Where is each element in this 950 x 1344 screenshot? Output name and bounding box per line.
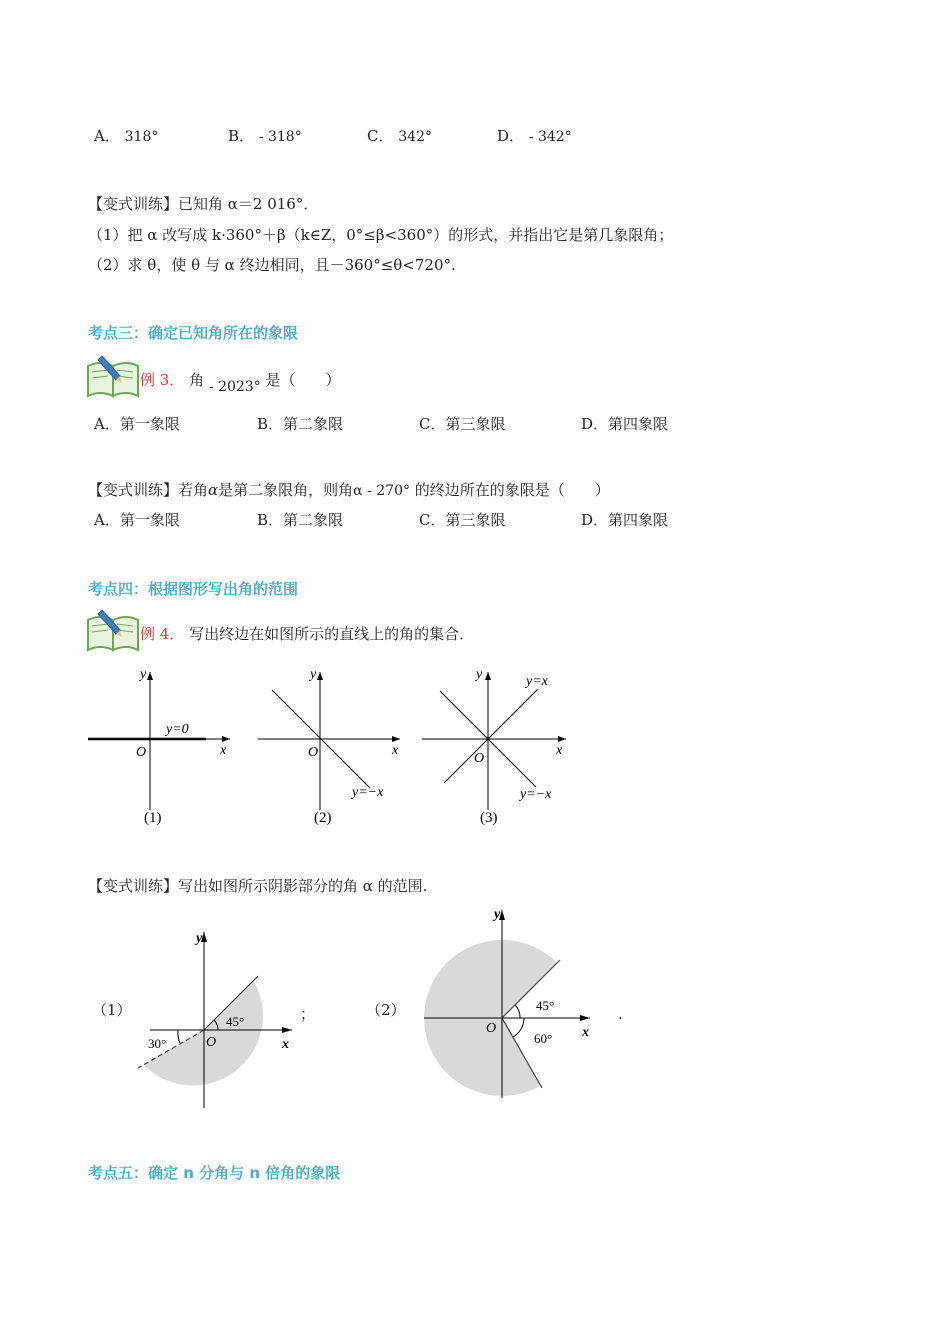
- example3-option-b: B．第二象限: [257, 415, 344, 433]
- svg-text:(3): (3): [480, 810, 498, 826]
- variant2-option-c: C．第三象限: [419, 511, 506, 529]
- figure-3: [422, 667, 566, 826]
- variant1-part1: （1）把 α 改写成 k·360°＋β（k∈Z，0°≤β<360°）的形式，并指出它是第几象限角；: [88, 226, 674, 244]
- variant2-line: 【变式训练】若角α是第二象限角，则角α - 270° 的终边所在的象限是（ ）: [88, 481, 610, 499]
- variant2-option-a: A．第一象限: [94, 511, 180, 529]
- example3-option-a: A．第一象限: [94, 415, 180, 433]
- svg-text:O: O: [136, 745, 147, 760]
- option-a: A． 318°: [94, 127, 159, 145]
- svg-text:x: x: [556, 743, 563, 758]
- svg-text:y=0: y=0: [166, 722, 189, 737]
- variant3-figure-1: [120, 920, 310, 1120]
- variant2-option-d: D．第四象限: [581, 511, 669, 529]
- svg-text:(2): (2): [314, 810, 332, 826]
- svg-text:x: x: [392, 743, 399, 758]
- option-c: C． 342°: [367, 127, 432, 145]
- section3-title: 考点三：确定已知角所在的象限: [88, 324, 299, 342]
- section5-title: 考点五：确定 n 分角与 n 倍角的象限: [88, 1164, 341, 1182]
- example3-label: 例 3．: [140, 371, 185, 389]
- variant3-fig1-label: （1）: [92, 1001, 132, 1019]
- svg-text:O: O: [206, 1035, 217, 1050]
- svg-text:60°: 60°: [534, 1031, 553, 1046]
- variant3-figure-2: [410, 898, 610, 1108]
- variant3-fig2-after: .: [618, 1005, 623, 1023]
- example3-line: 例 3． 角 - 2023° 是（ ）: [140, 371, 341, 395]
- svg-text:(1): (1): [144, 810, 162, 826]
- svg-text:y: y: [140, 667, 147, 682]
- svg-text:y: y: [310, 667, 317, 682]
- variant3-fig1-after: ；: [300, 1005, 316, 1023]
- svg-text:y: y: [494, 907, 501, 922]
- svg-text:y: y: [196, 931, 203, 946]
- svg-text:45°: 45°: [536, 998, 555, 1013]
- book-icon: [86, 352, 140, 400]
- option-b: B． - 318°: [228, 127, 302, 145]
- figure-2: [258, 667, 400, 826]
- example3-option-d: D．第四象限: [581, 415, 669, 433]
- svg-text:y: y: [476, 667, 483, 682]
- example4-label: 例 4．: [140, 625, 185, 643]
- example4-line: 例 4． 写出终边在如图所示的直线上的角的集合．: [140, 625, 475, 643]
- example4-figures: [80, 660, 600, 830]
- variant1-intro: 【变式训练】已知角 α＝2 016°．: [88, 195, 319, 213]
- example3-option-c: C．第三象限: [419, 415, 506, 433]
- svg-text:O: O: [474, 751, 485, 766]
- svg-text:30°: 30°: [148, 1036, 167, 1051]
- svg-text:O: O: [486, 1021, 497, 1036]
- svg-text:y=−x: y=−x: [520, 787, 552, 802]
- variant2-option-b: B．第二象限: [257, 511, 344, 529]
- svg-text:45°: 45°: [226, 1014, 245, 1029]
- option-d: D． - 342°: [497, 127, 572, 145]
- svg-text:y=−x: y=−x: [352, 785, 384, 800]
- svg-text:x: x: [582, 1025, 589, 1040]
- book-icon: [86, 606, 140, 654]
- section4-title: 考点四：根据图形写出角的范围: [88, 580, 299, 598]
- example3-angle: - 2023°: [208, 379, 261, 395]
- variant1-part2: （2）求 θ，使 θ 与 α 终边相同，且－360°≤θ<720°.: [88, 256, 456, 274]
- svg-text:O: O: [308, 745, 319, 760]
- variant3-fig2-label: （2）: [366, 1001, 406, 1019]
- variant3-text: 【变式训练】写出如图所示阴影部分的角 α 的范围.: [88, 877, 428, 895]
- svg-text:x: x: [220, 743, 227, 758]
- svg-text:x: x: [282, 1037, 289, 1052]
- svg-text:y=x: y=x: [526, 674, 548, 689]
- figure-1: [88, 667, 230, 826]
